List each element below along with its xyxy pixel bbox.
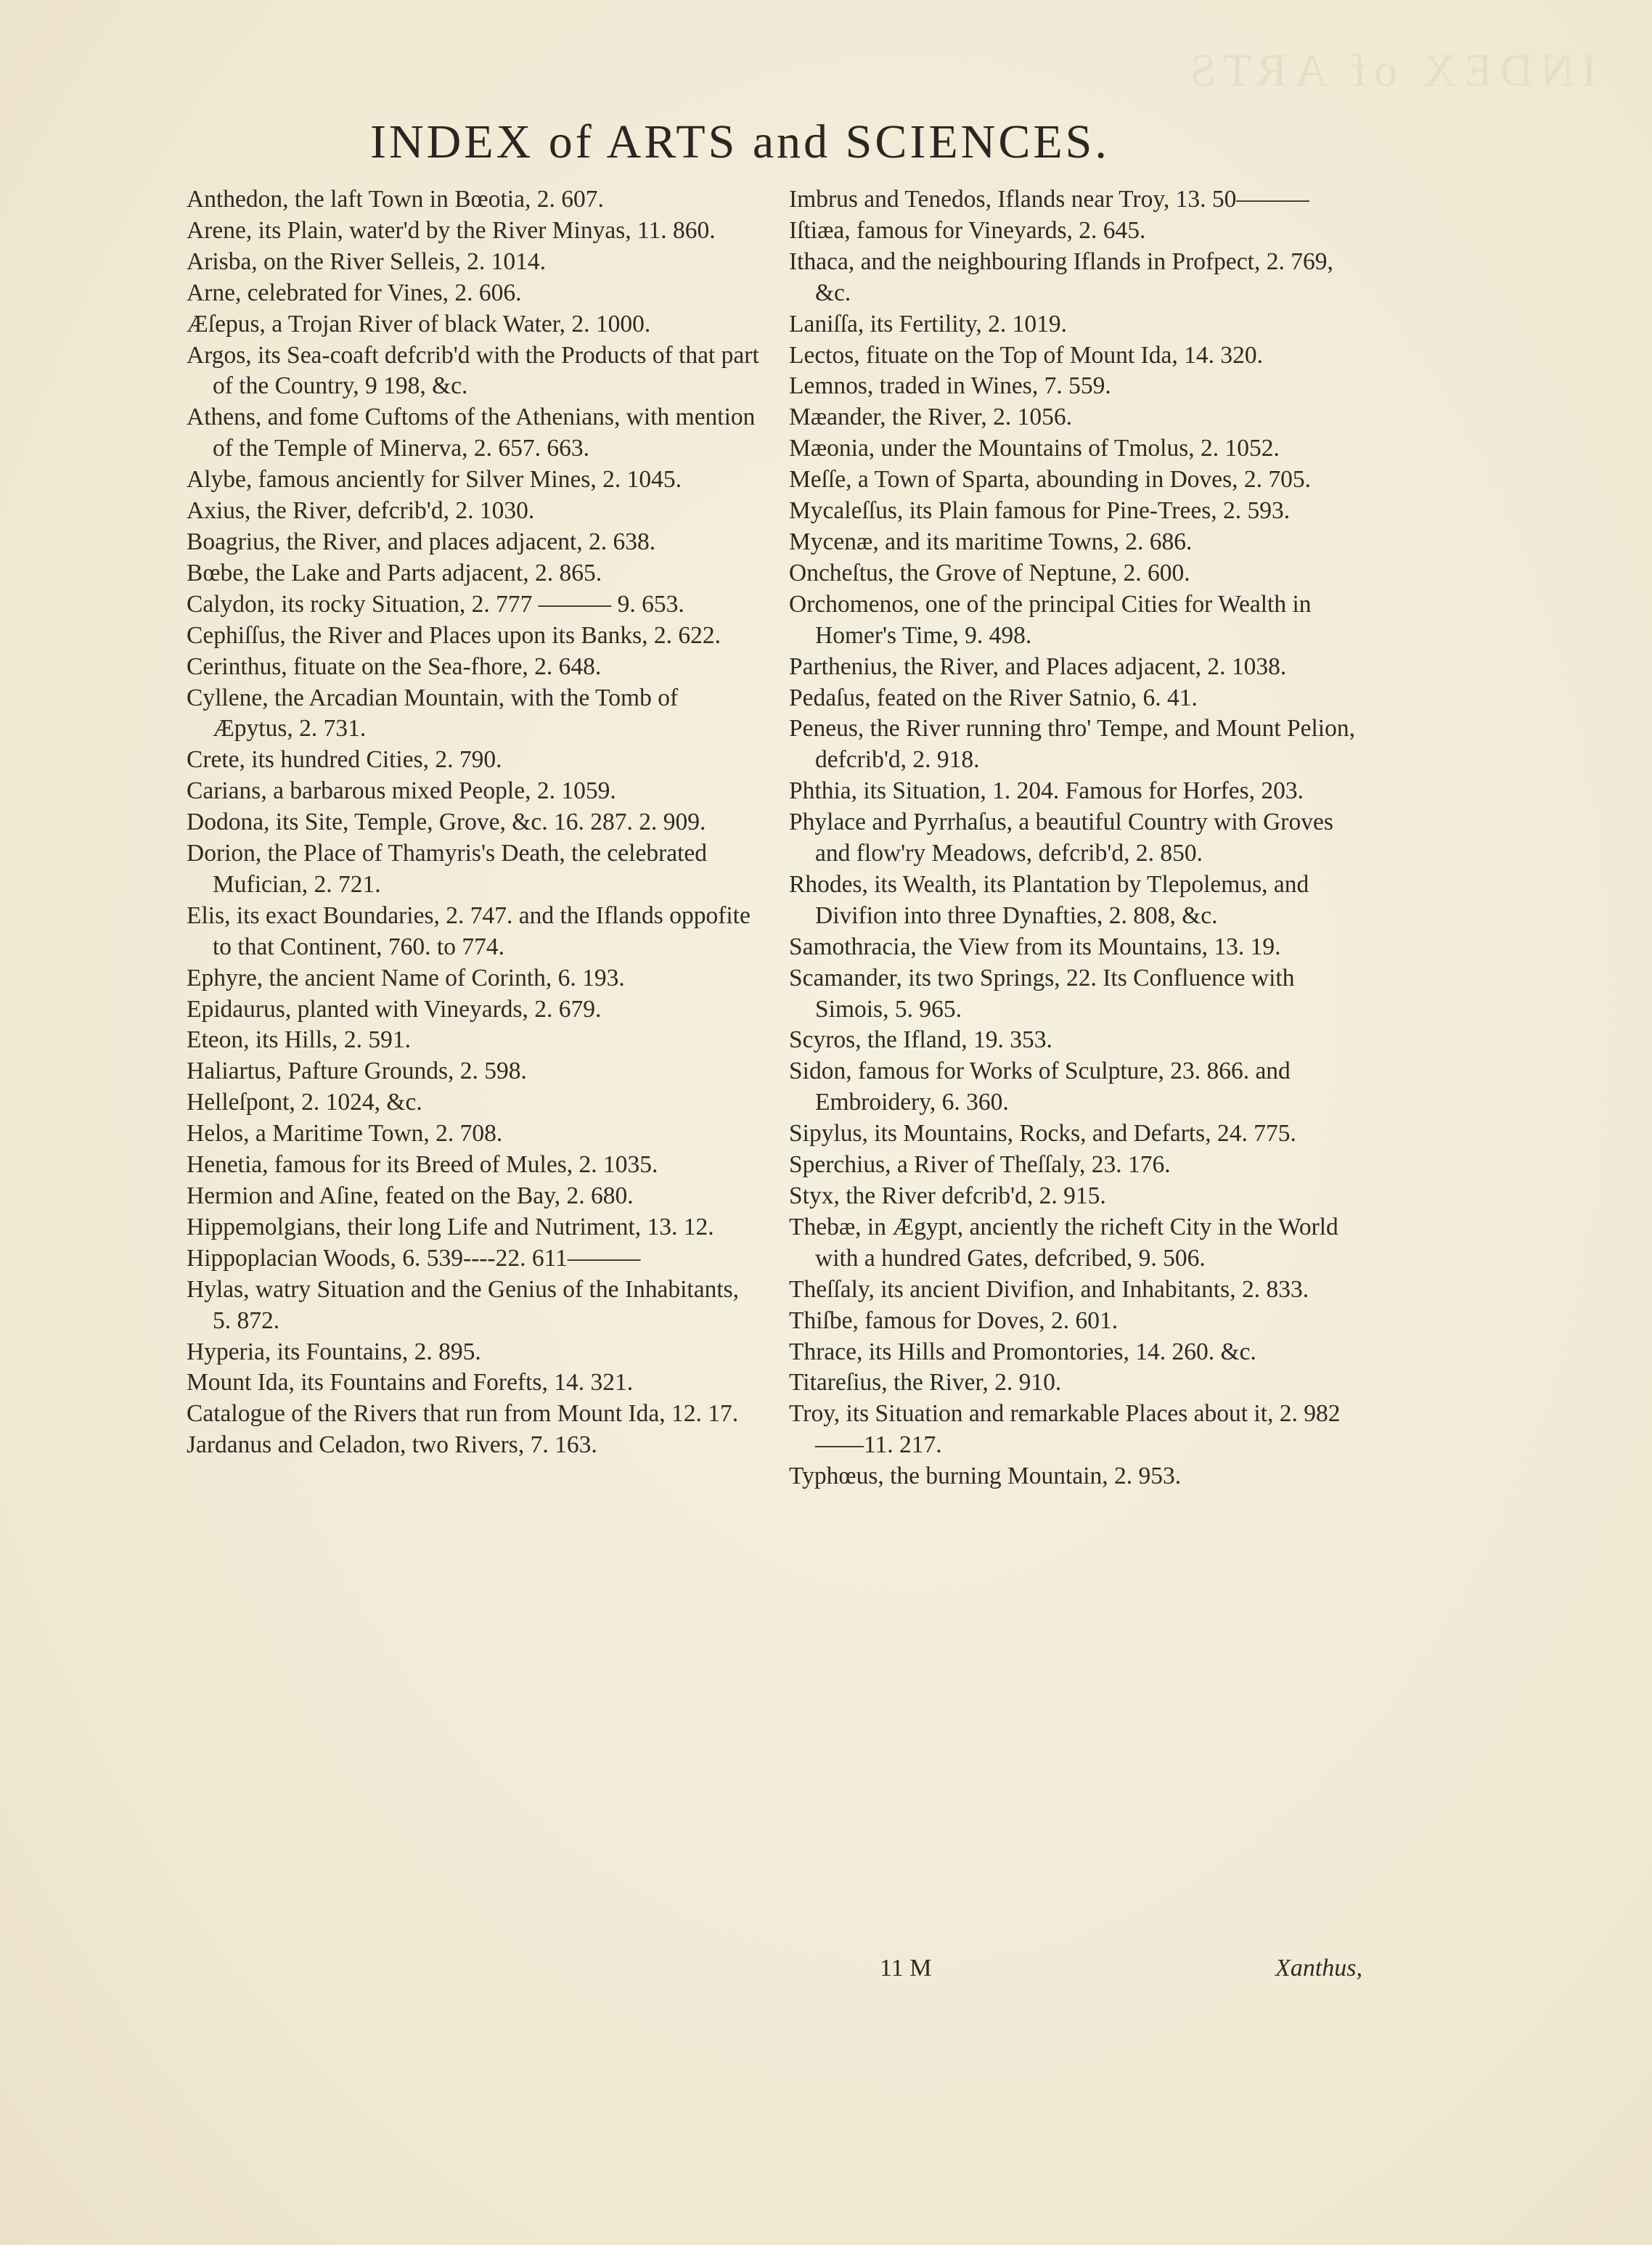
index-entry: Sidon, famous for Works of Sculpture, 23. 866. and Embroidery, 6. 360. [789, 1058, 1291, 1116]
index-entry: Hermion and Aſine, feated on the Bay, 2. 680. [187, 1182, 634, 1209]
index-entry: Lemnos, traded in Wines, 7. 559. [789, 372, 1111, 400]
index-entry: Thebæ, in Ægypt, anciently the richeft City in the World with a hundred Gates, defcribed, 9. 506. [789, 1213, 1338, 1272]
index-entry: Calydon, its rocky Situation, 2. 777 ——— 9. 653. [187, 590, 684, 618]
index-entry: Hippemolgians, their long Life and Nutriment, 13. 12. [187, 1213, 714, 1240]
page-footer [789, 1955, 1362, 1988]
index-entry: Ephyre, the ancient Name of Corinth, 6. 193. [187, 964, 625, 991]
index-entry: Cerinthus, fituate on the Sea-fhore, 2. 648. [187, 653, 602, 680]
index-entry: Haliartus, Pafture Grounds, 2. 598. [187, 1058, 527, 1085]
index-entry: Ithaca, and the neighbouring Iflands in Profpect, 2. 769, &c. [789, 248, 1333, 306]
index-entry: Laniſſa, its Fertility, 2. 1019. [789, 310, 1068, 338]
index-entry: Thiſbe, famous for Doves, 2. 601. [789, 1306, 1119, 1334]
right-column [789, 184, 1362, 1492]
index-entry: Helleſpont, 2. 1024, &c. [187, 1089, 422, 1116]
index-entry: Cephiſſus, the River and Places upon its Banks, 2. 622. [187, 621, 721, 649]
index-entry: Arne, celebrated for Vines, 2. 606. [187, 279, 522, 306]
index-entry: Athens, and fome Cuftoms of the Athenians, with mention of the Temple of Minerva, 2. 657. 663. [187, 404, 756, 462]
index-entry: Boagrius, the River, and places adjacent, 2. 638. [187, 528, 656, 555]
index-entry: Pedaſus, feated on the River Satnio, 6. 41. [789, 684, 1198, 711]
index-entry: Mæander, the River, 2. 1056. [789, 404, 1072, 431]
index-entry: Dorion, the Place of Thamyris's Death, the celebrated Mufician, 2. 721. [187, 840, 708, 898]
index-entry: Styx, the River defcrib'd, 2. 915. [789, 1182, 1106, 1209]
index-entry: Axius, the River, defcrib'd, 2. 1030. [187, 497, 535, 525]
index-entry: Typhœus, the burning Mountain, 2. 953. [789, 1463, 1182, 1490]
page-title: INDEX of ARTS and SCIENCES. [370, 115, 1110, 168]
index-entry: Thrace, its Hills and Promontories, 14. 260. &c. [789, 1338, 1256, 1365]
index-entry: Peneus, the River running thro' Tempe, and Mount Pelion, defcrib'd, 2. 918. [789, 715, 1355, 774]
index-entry: Mycenæ, and its maritime Towns, 2. 686. [789, 528, 1193, 555]
index-entry: Hylas, watry Situation and the Genius of the Inhabitants, 5. 872. [187, 1275, 740, 1334]
index-entry: Cyllene, the Arcadian Mountain, with the Tomb of Æpytus, 2. 731. [187, 684, 679, 743]
index-entry: Helos, a Maritime Town, 2. 708. [187, 1120, 503, 1148]
index-entry: Mount Ida, its Fountains and Forefts, 14. 321. [187, 1369, 634, 1397]
index-entry: Lectos, fituate on the Top of Mount Ida, 14. 320. [789, 341, 1263, 369]
index-entry: Phthia, its Situation, 1. 204. Famous for Horfes, 203. [789, 777, 1304, 805]
index-entry: Catalogue of the Rivers that run from Mount Ida, 12. 17. [187, 1400, 739, 1428]
index-entry: Sipylus, its Mountains, Rocks, and Defarts, 24. 775. [789, 1120, 1296, 1148]
index-entry: Imbrus and Tenedos, Iflands near Troy, 13. 50——— [789, 186, 1309, 213]
index-entry: Mycaleſſus, its Plain famous for Pine-Trees, 2. 593. [789, 497, 1291, 525]
left-column [187, 184, 760, 1461]
catchword: Xanthus, [1275, 1955, 1362, 1982]
index-entry: Hyperia, its Fountains, 2. 895. [187, 1338, 481, 1365]
index-entry: Argos, its Sea-coaft defcrib'd with the Products of that part of the Country, 9 198, &c. [187, 341, 759, 400]
index-entry: Scyros, the Ifland, 19. 353. [789, 1026, 1052, 1054]
index-entry: Alybe, famous anciently for Silver Mines, 2. 1045. [187, 466, 682, 494]
index-entry: Hippoplacian Woods, 6. 539----22. 611——— [187, 1244, 641, 1272]
index-entry: Jardanus and Celadon, two Rivers, 7. 163. [187, 1431, 597, 1459]
index-entry: Parthenius, the River, and Places adjacent, 2. 1038. [789, 653, 1287, 680]
index-entry: Samothracia, the View from its Mountains, 13. 19. [789, 933, 1281, 960]
index-entry: Carians, a barbarous mixed People, 2. 1059. [187, 777, 616, 805]
index-entry: Orchomenos, one of the principal Cities for Wealth in Homer's Time, 9. 498. [789, 590, 1312, 649]
signature-mark: 11 M [880, 1955, 932, 1982]
index-entry: Eteon, its Hills, 2. 591. [187, 1026, 411, 1054]
index-entry: Anthedon, the laft Town in Bœotia, 2. 607. [187, 186, 604, 213]
index-entry: Iſtiæa, famous for Vineyards, 2. 645. [789, 216, 1146, 244]
index-entry: Arene, its Plain, water'd by the River Minyas, 11. 860. [187, 216, 716, 244]
index-entry: Henetia, famous for its Breed of Mules, 2. 1035. [187, 1151, 658, 1179]
index-entry: Elis, its exact Boundaries, 2. 747. and the Iflands oppofite to that Continent, 760. to 774. [187, 901, 751, 960]
index-entry: Epidaurus, planted with Vineyards, 2. 679. [187, 995, 602, 1023]
index-entry: Titareſius, the River, 2. 910. [789, 1369, 1062, 1397]
index-entry: Crete, its hundred Cities, 2. 790. [187, 746, 502, 774]
index-entry: Phylace and Pyrrhaſus, a beautiful Country with Groves and flow'ry Meadows, defcrib'd, 2. 850. [789, 809, 1333, 867]
index-entry: Dodona, its Site, Temple, Grove, &c. 16. 287. 2. 909. [187, 809, 706, 836]
index-entry: Scamander, its two Springs, 22. Its Confluence with Simois, 5. 965. [789, 964, 1295, 1023]
show-through-text: INDEX of ARTS [1182, 44, 1597, 96]
index-entry: Æſepus, a Trojan River of black Water, 2. 1000. [187, 310, 651, 338]
index-entry: Meſſe, a Town of Sparta, abounding in Doves, 2. 705. [789, 466, 1312, 494]
index-entry: Sperchius, a River of Theſſaly, 23. 176. [789, 1151, 1171, 1179]
index-entry: Mæonia, under the Mountains of Tmolus, 2. 1052. [789, 435, 1280, 462]
index-entry: Theſſaly, its ancient Divifion, and Inhabitants, 2. 833. [789, 1275, 1309, 1303]
index-entry: Arisba, on the River Selleis, 2. 1014. [187, 248, 546, 275]
index-entry: Troy, its Situation and remarkable Places about it, 2. 982——11. 217. [789, 1400, 1341, 1459]
index-entry: Bœbe, the Lake and Parts adjacent, 2. 865. [187, 559, 602, 586]
index-entry: Rhodes, its Wealth, its Plantation by Tlepolemus, and Divifion into three Dynafties, 2. 808, &c. [789, 870, 1309, 929]
index-entry: Oncheſtus, the Grove of Neptune, 2. 600. [789, 559, 1190, 586]
